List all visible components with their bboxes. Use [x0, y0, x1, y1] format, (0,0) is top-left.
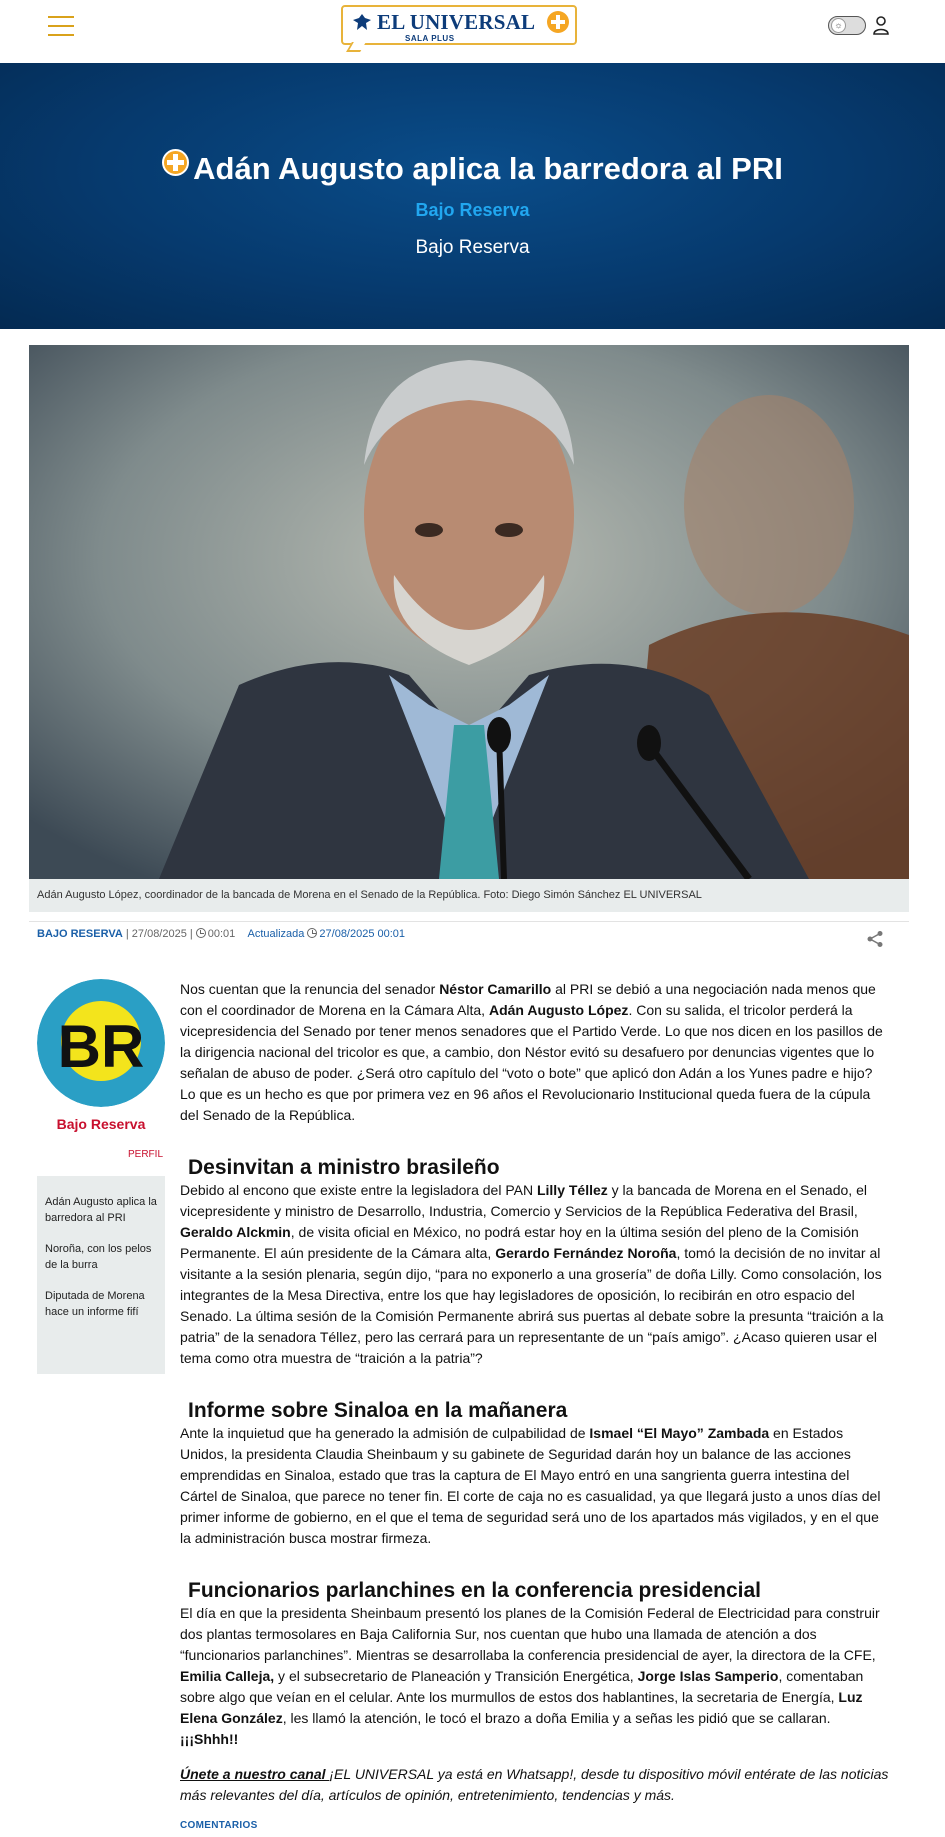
text-run: Debido al encono que existe entre la legisladora del PAN	[180, 1182, 537, 1198]
perfil-link[interactable]: PERFIL	[128, 1149, 164, 1160]
portrait-illustration	[29, 345, 909, 879]
logo-subtitle: SALA PLUS	[405, 34, 455, 43]
section-heading: Informe sobre Sinaloa en la mañanera	[188, 1399, 568, 1422]
whatsapp-channel-link[interactable]: Únete a nuestro canal	[180, 1766, 330, 1782]
sun-icon: ☼	[831, 18, 846, 33]
hamburger-menu-icon[interactable]	[48, 16, 74, 36]
bold-name: Ismael “El Mayo” Zambada	[589, 1425, 770, 1441]
text-run: en Estados Unidos, la presidenta Claudia Sheinbaum y su gabinete de Seguridad darán hoy un balance de las acciones emprendidas en Sinaloa, estado que tras la captura de El Mayo entró en una sangrienta guerra intestina del Cártel de Sinaloa, que parece no tener fin. El corte de caja no es casualidad, ya que llegará justo a unos días del primer informe de gobierno, en el que el tema de seguridad será uno de los apartados más vigilados, y en el que la administración busca mostrar firmeza.	[180, 1425, 881, 1546]
related-article-link[interactable]: Adán Augusto aplica la barredora al PRI	[45, 1196, 157, 1224]
text-run: , de visita oficial en México, no podrá estar hoy en la última sesión del pleno de la Comisión Permanente. El aún presidente de la Cámara alta,	[180, 1224, 859, 1261]
bold-name: Néstor Camarillo	[439, 981, 552, 997]
user-icon[interactable]	[873, 15, 889, 35]
text-run: . Con su salida, el tricolor perderá la vicepresidencia del Senado por tener menos senadores que el Partido Verde. Lo que nos dicen en los pasillos de la dirigencia nacional del tricolor es que, a cambio, don Néstor evitó su desafuero por denuncias vigentes que lo señalan de abuso de poder. ¿Será otro capítulo del “voto o bote” que aplicó don Adán a los Yunes padre e hijo? Lo que es un hecho es que por primera vez en 96 años el Revolucionario Institucional queda fuera de la cúpula del Senado de la República.	[180, 1002, 883, 1123]
theme-toggle[interactable]	[828, 16, 866, 35]
clock-icon	[196, 928, 206, 938]
meta-date: 27/08/2025	[131, 928, 187, 940]
plus-icon	[162, 149, 189, 176]
bold-name: Jorge Islas Samperio	[637, 1668, 779, 1684]
bold-name: Adán Augusto López	[488, 1002, 629, 1018]
photo-caption-bar	[29, 879, 909, 912]
related-articles-box	[37, 1176, 165, 1374]
intro-paragraph	[180, 979, 890, 1126]
related-article-link[interactable]: Diputada de Morena hace un informe fifí	[45, 1290, 145, 1318]
text-run: , les llamó la atención, le tocó el brazo a doña Emilia y a señas les pidió que se callaran.	[282, 1710, 831, 1726]
bold-name: Lilly Téllez	[536, 1182, 608, 1198]
meta-time: 00:01	[207, 928, 236, 940]
bold-name: Gerardo Fernández Noroña	[495, 1245, 677, 1261]
meta-section-link[interactable]: BAJO RESERVA	[37, 928, 123, 940]
section-heading: Desinvitan a ministro brasileño	[188, 1156, 500, 1179]
text-run: El día en que la presidenta Sheinbaum presentó los planes de la Comisión Federal de Electricidad para construir dos plantas termosolares en Baja California Sur, nos cuentan que hubo una llamada de atención a dos “funcionarios parlanchines”. Mientras se desarrollaba la conferencia presidencial de ayer, la directora de la CFE,	[180, 1605, 880, 1663]
section-link[interactable]: Bajo Reserva	[415, 200, 530, 220]
meta-updated-value: 27/08/2025 00:01	[319, 928, 406, 940]
section-heading: Funcionarios parlanchines en la conferencia presidencial	[188, 1579, 762, 1602]
bold-name: Emilia Calleja,	[180, 1668, 275, 1684]
section-paragraph	[180, 1423, 890, 1549]
text-run: y el subsecretario de Planeación y Transición Energética,	[274, 1668, 638, 1684]
section-paragraph	[180, 1180, 890, 1369]
article-title	[0, 149, 945, 187]
updated-label: Actualizada	[247, 928, 305, 940]
article-meta	[37, 928, 405, 940]
text-run: al PRI se debió a una negociación nada menos que con el coordinador de Morena en la Cámara Alta,	[180, 981, 876, 1018]
logo-text: EL UNIVERSAL	[377, 10, 536, 34]
bold-name: Geraldo Alckmin	[180, 1224, 291, 1240]
text-run: , comentaban sobre algo que veían en el celular. Ante los murmullos de estos dos hablantines, la secretaria de Energía,	[180, 1668, 864, 1705]
text-run: Nos cuentan que la renuncia del senador	[180, 981, 440, 997]
author-name-link[interactable]: Bajo Reserva	[56, 1116, 146, 1132]
share-icon[interactable]	[866, 930, 884, 948]
text-run: y la bancada de Morena en el Senado, el vicepresidente y ministro de Desarrollo, Industria, Comercio y Servicios de la República Federativa del Brasil,	[180, 1182, 867, 1219]
divider	[29, 921, 909, 922]
article-title-text: Adán Augusto aplica la barredora al PRI	[193, 151, 783, 186]
whatsapp-cta	[180, 1764, 890, 1806]
site-header	[0, 0, 945, 63]
bold-name: ¡¡¡Shhh!!	[180, 1731, 239, 1747]
section-paragraph	[180, 1603, 890, 1750]
photo-caption: Adán Augusto López, coordinador de la bancada de Morena en el Senado de la República. Foto: Diego Simón Sánchez EL UNIVERSAL	[37, 889, 702, 901]
logo-speech-tail	[346, 42, 366, 52]
cta-text: ¡EL UNIVERSAL ya está en Whatsapp!, desde tu dispositivo móvil entérate de las noticias más relevantes del día, artículos de opinión, entretenimiento, tendencias y más.	[180, 1766, 889, 1803]
related-article-link[interactable]: Noroña, con los pelos de la burra	[45, 1243, 152, 1271]
comments-link[interactable]: COMENTARIOS	[180, 1820, 258, 1831]
article-photo	[29, 345, 909, 879]
plus-icon	[547, 11, 569, 33]
eagle-icon	[351, 12, 373, 34]
meta-updated-label	[238, 928, 304, 940]
text-run: Ante la inquietud que ha generado la admisión de culpabilidad de	[180, 1425, 590, 1441]
bold-name: Luz Elena González	[180, 1689, 863, 1726]
clock-icon	[307, 928, 317, 938]
article-body	[180, 979, 890, 1806]
meta-separator: |	[189, 928, 193, 940]
text-run: , tomó la decisión de no invitar al visitante a la sesión plenaria, según dijo, “para no exponerlo a una grosería” de doña Lilly. Como consolación, los integrantes de la Mesa Directiva, entre los que hay legisladores de oposición, lo recibirán en otro espacio del Senado. La última sesión de la Comisión Permanente abrirá sus puertas al debate sobre la presunta “traición a la patria” de la senadora Téllez, pero las cerrará para un representante de un “país amigo”. ¿Acaso quieren usar el tema como otra muestra de “traición a la patria”?	[180, 1245, 884, 1366]
author-avatar[interactable]	[37, 979, 165, 1107]
meta-separator: |	[125, 928, 132, 940]
avatar-initials: BR	[57, 1013, 145, 1080]
article-hero	[0, 63, 945, 329]
author-byline: Bajo Reserva	[415, 237, 530, 258]
site-logo[interactable]	[341, 5, 577, 45]
author-avatar-art	[37, 979, 165, 1107]
